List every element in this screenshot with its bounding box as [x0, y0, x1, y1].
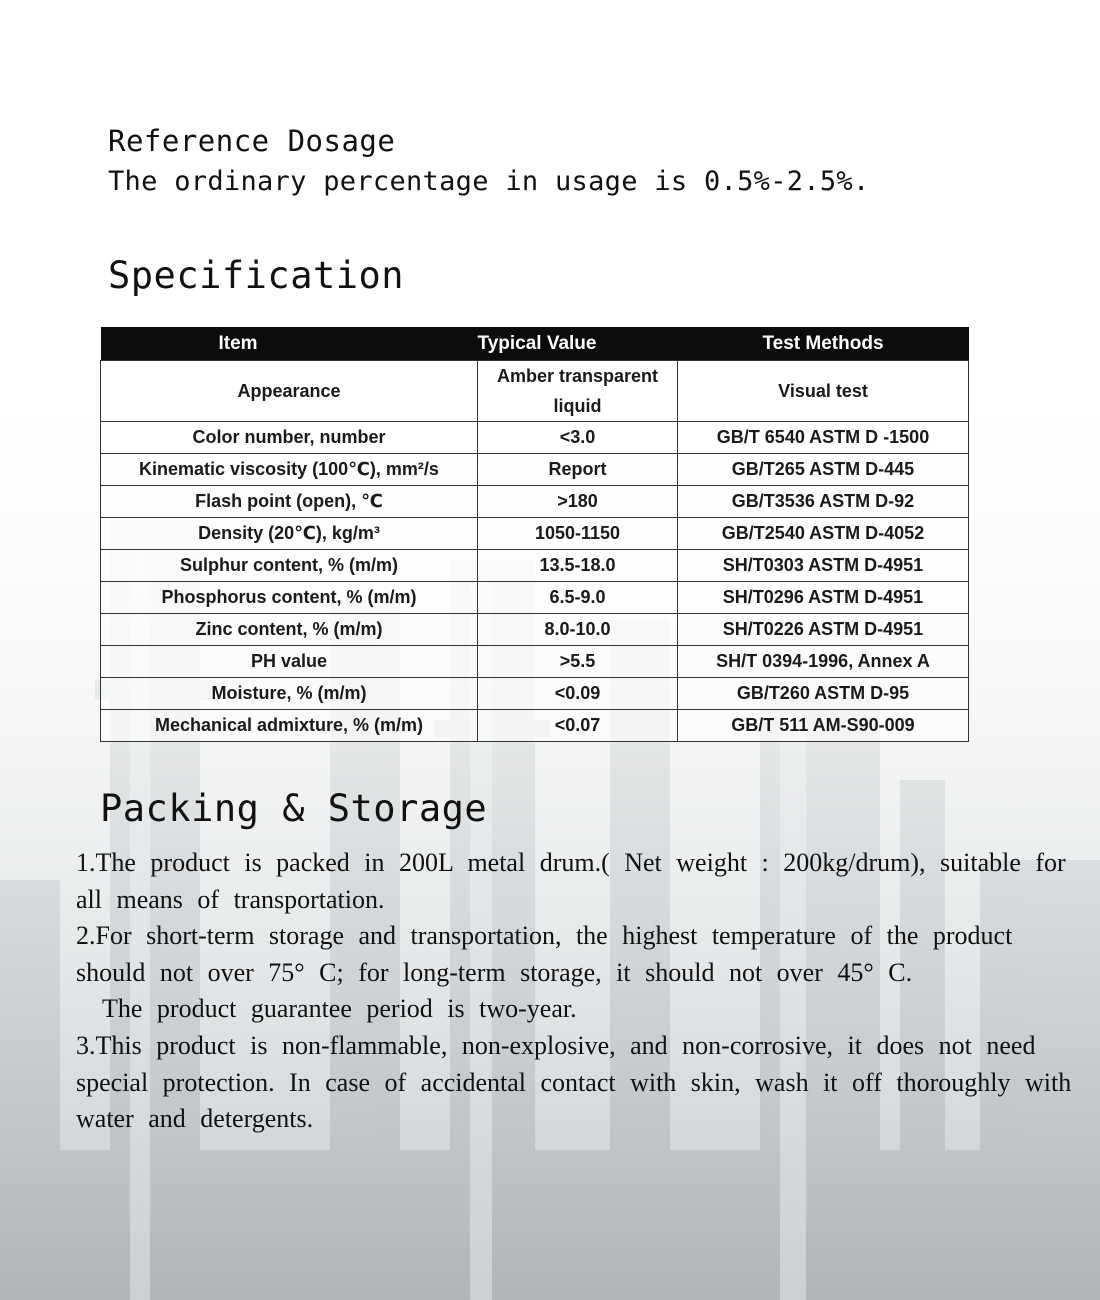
cell-method: GB/T265 ASTM D-445: [678, 454, 969, 486]
cell-method: GB/T 511 AM-S90-009: [678, 710, 969, 742]
header-item: Item: [101, 327, 478, 361]
reference-dosage-text: The ordinary percentage in usage is 0.5%-2.5%.: [108, 166, 870, 197]
cell-item: Appearance: [101, 361, 478, 422]
table-row: [101, 678, 969, 710]
cell-item: PH value: [101, 646, 478, 678]
cell-value: 8.0-10.0: [478, 614, 678, 646]
table-row: [101, 454, 969, 486]
cell-method: SH/T0303 ASTM D-4951: [678, 550, 969, 582]
table-row: [101, 614, 969, 646]
table-row: [101, 550, 969, 582]
table-header-row: [101, 327, 969, 361]
cell-value: 6.5-9.0: [478, 582, 678, 614]
cell-value: Amber transparent liquid: [478, 361, 678, 422]
table-row: [101, 486, 969, 518]
cell-method: SH/T0296 ASTM D-4951: [678, 582, 969, 614]
cell-method: GB/T2540 ASTM D-4052: [678, 518, 969, 550]
header-test-methods: Test Methods: [678, 327, 969, 361]
cell-item: Color number, number: [101, 422, 478, 454]
cell-value: <3.0: [478, 422, 678, 454]
table-row: [101, 361, 969, 422]
cell-value: 13.5-18.0: [478, 550, 678, 582]
cell-value: Report: [478, 454, 678, 486]
table-row: [101, 422, 969, 454]
cell-method: Visual test: [678, 361, 969, 422]
packing-paragraph-2: 2.For short-term storage and transportation, the highest temperature of the product should not over 75° C; for long-term storage, it should not over 45° C.: [76, 921, 1013, 987]
cell-value: >5.5: [478, 646, 678, 678]
packing-paragraph-3: 3.This product is non-flammable, non-explosive, and non-corrosive, it does not need special protection. In case of accidental contact with skin, wash it off thoroughly with water and detergents.: [76, 1030, 1072, 1134]
cell-item: Zinc content, % (m/m): [101, 614, 478, 646]
cell-item: Moisture, % (m/m): [101, 678, 478, 710]
table-row: [101, 710, 969, 742]
table-row: [101, 518, 969, 550]
cell-item: Density (20℃), kg/m³: [101, 518, 478, 550]
cell-item: Kinematic viscosity (100℃), mm²/s: [101, 454, 478, 486]
cell-item: Sulphur content, % (m/m): [101, 550, 478, 582]
table-row: [101, 582, 969, 614]
cell-item: Phosphorus content, % (m/m): [101, 582, 478, 614]
cell-value: <0.07: [478, 710, 678, 742]
cell-value: <0.09: [478, 678, 678, 710]
cell-method: GB/T 6540 ASTM D -1500: [678, 422, 969, 454]
table-row: [101, 646, 969, 678]
cell-item: Mechanical admixture, % (m/m): [101, 710, 478, 742]
packing-paragraph-guarantee: The product guarantee period is two-year.: [102, 994, 577, 1024]
cell-value: >180: [478, 486, 678, 518]
header-typical-value: Typical Value: [478, 327, 678, 361]
cell-item: Flash point (open), ℃: [101, 486, 478, 518]
specification-table: [100, 327, 969, 742]
packing-storage-title: Packing & Storage: [100, 787, 488, 830]
reference-dosage-title: Reference Dosage: [108, 124, 396, 158]
cell-method: GB/T3536 ASTM D-92: [678, 486, 969, 518]
cell-value: 1050-1150: [478, 518, 678, 550]
cell-method: SH/T 0394-1996, Annex A: [678, 646, 969, 678]
cell-method: GB/T260 ASTM D-95: [678, 678, 969, 710]
packing-storage-body: [76, 845, 1096, 1138]
specification-title: Specification: [108, 254, 405, 297]
cell-method: SH/T0226 ASTM D-4951: [678, 614, 969, 646]
packing-paragraph-1: 1.The product is packed in 200L metal drum.( Net weight : 200kg/drum), suitable for all means of transportation.: [76, 848, 1066, 914]
